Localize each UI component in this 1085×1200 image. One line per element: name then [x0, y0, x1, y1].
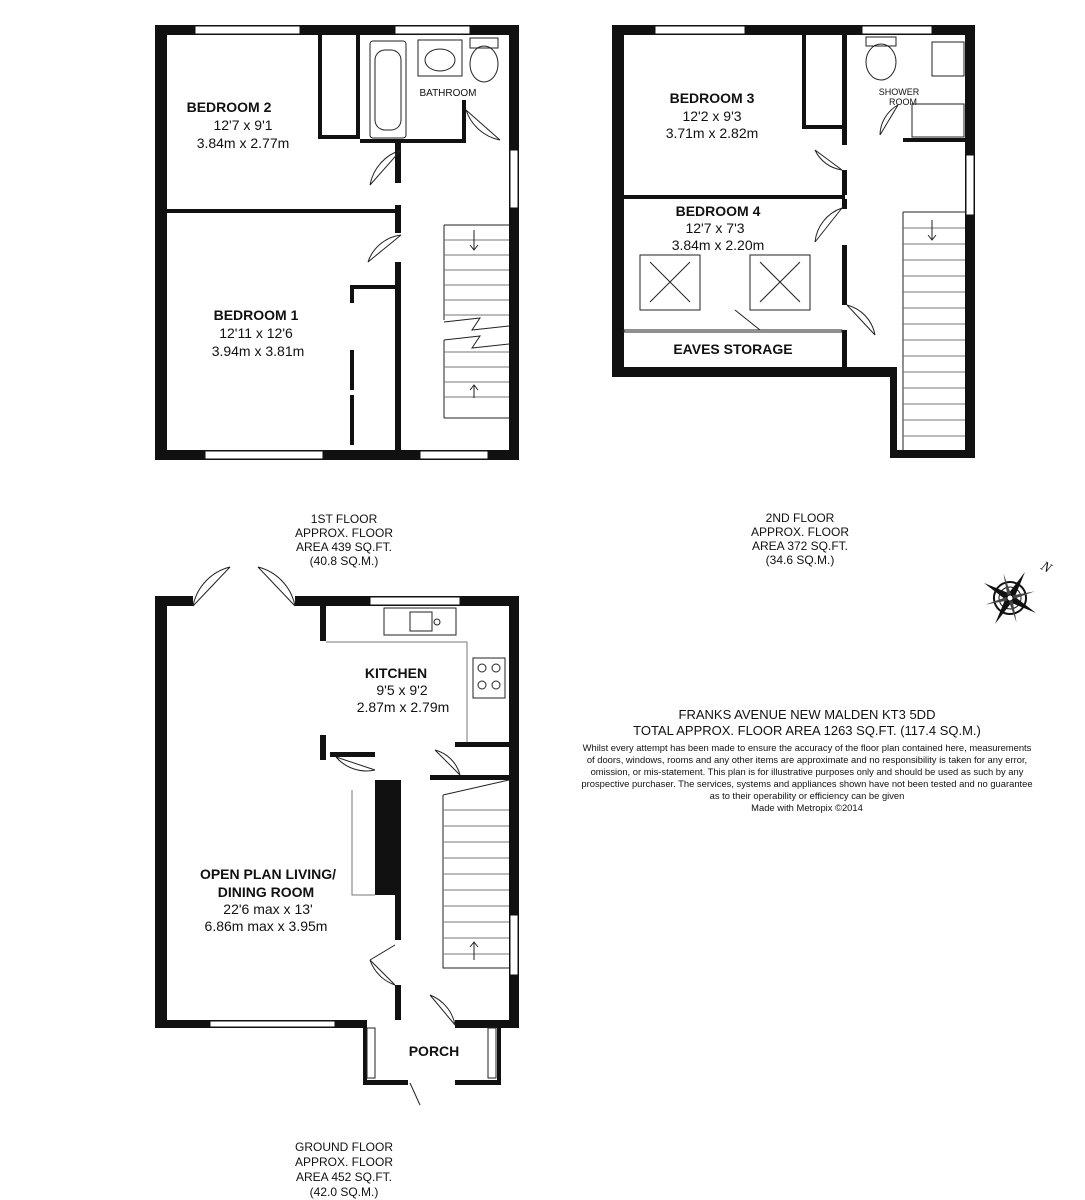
credit-text: Made with Metropix ©2014 [751, 802, 863, 813]
total-floor-area: TOTAL APPROX. FLOOR AREA 1263 SQ.FT. (117.4 SQ.M.) [633, 723, 981, 738]
room-dim-imperial: 12'11 x 12'6 [219, 325, 293, 341]
area-note-line: AREA 439 SQ.FT. [295, 540, 393, 554]
room-dim-metric: 3.84m x 2.20m [671, 237, 765, 253]
room-name-kitchen: KITCHEN [364, 665, 428, 681]
room-name-dining: DINING ROOM [217, 884, 315, 900]
disclaimer-line: as to their operability or efficiency can be given [709, 790, 905, 801]
window [205, 451, 323, 459]
ground-floor-area-note [295, 1140, 393, 1199]
area-note-line: (34.6 SQ.M.) [765, 553, 835, 567]
window [655, 26, 745, 34]
room-dim-imperial: 12'7 x 7'3 [685, 220, 745, 236]
room-dim-imperial: 12'7 x 9'1 [213, 117, 273, 133]
room-name-eaves-storage: EAVES STORAGE [673, 341, 793, 357]
window [395, 26, 470, 34]
area-note-line: AREA 452 SQ.FT. [295, 1170, 393, 1184]
room-name-bathroom: BATHROOM [419, 88, 477, 99]
area-note-line: 2ND FLOOR [765, 511, 835, 525]
window [862, 26, 932, 34]
disclaimer-line: prospective purchaser. The services, systems and appliances shown have not been tested and no guarantee [581, 778, 1033, 789]
compass-north-label: N [1038, 558, 1054, 577]
first-floor-plan [155, 25, 519, 460]
room-name-shower: ROOM [889, 97, 917, 107]
window [966, 155, 974, 215]
second-floor-area-note [751, 511, 849, 567]
area-note-line: (42.0 SQ.M.) [309, 1185, 379, 1199]
room-name-shower: SHOWER [878, 87, 920, 97]
room-dim-metric: 3.84m x 2.77m [196, 135, 290, 151]
area-note-line: APPROX. FLOOR [294, 526, 394, 540]
room-dim-metric: 2.87m x 2.79m [356, 699, 450, 715]
ground-floor-plan [155, 567, 519, 1105]
area-note-line: APPROX. FLOOR [294, 1155, 394, 1169]
window [195, 26, 300, 34]
disclaimer-line: of doors, windows, rooms and any other items are approximate and no responsibility is taken for any error, [586, 754, 1028, 765]
room-name-porch: PORCH [408, 1043, 460, 1059]
room-name-bedroom-4: BEDROOM 4 [675, 203, 761, 219]
window [420, 451, 488, 459]
area-note-line: (40.8 SQ.M.) [309, 554, 379, 568]
room-name-bedroom-3: BEDROOM 3 [669, 90, 755, 106]
staircase [444, 225, 509, 418]
window [510, 915, 518, 975]
area-note-line: APPROX. FLOOR [750, 525, 850, 539]
staircase [443, 780, 509, 968]
room-name-living: OPEN PLAN LIVING/ [199, 866, 337, 882]
area-note-line: GROUND FLOOR [294, 1140, 394, 1154]
window [210, 1021, 335, 1027]
disclaimer-line: Whilst every attempt has been made to ensure the accuracy of the floor plan contained here, measurements [582, 742, 1032, 753]
disclaimer-line: omission, or mis-statement. This plan is for illustrative purposes only and should be used as such by any [590, 766, 1024, 777]
room-name-bedroom-1: BEDROOM 1 [213, 307, 299, 323]
area-note-line: AREA 372 SQ.FT. [751, 539, 849, 553]
property-info [581, 707, 1032, 813]
window [370, 597, 460, 605]
room-dim-imperial: 12'2 x 9'3 [682, 108, 742, 124]
second-floor-plan [612, 25, 975, 458]
room-dim-metric: 3.71m x 2.82m [665, 125, 759, 141]
room-dim-imperial: 22'6 max x 13' [223, 901, 313, 917]
room-dim-metric: 3.94m x 3.81m [211, 343, 305, 359]
window [510, 150, 518, 208]
room-name-bedroom-2: BEDROOM 2 [186, 99, 272, 115]
property-address: FRANKS AVENUE NEW MALDEN KT3 5DD [678, 707, 936, 722]
area-note-line: 1ST FLOOR [310, 512, 378, 526]
room-dim-imperial: 9'5 x 9'2 [376, 682, 428, 698]
room-dim-metric: 6.86m max x 3.95m [204, 918, 328, 934]
first-floor-area-note [295, 512, 393, 568]
staircase [903, 212, 965, 450]
